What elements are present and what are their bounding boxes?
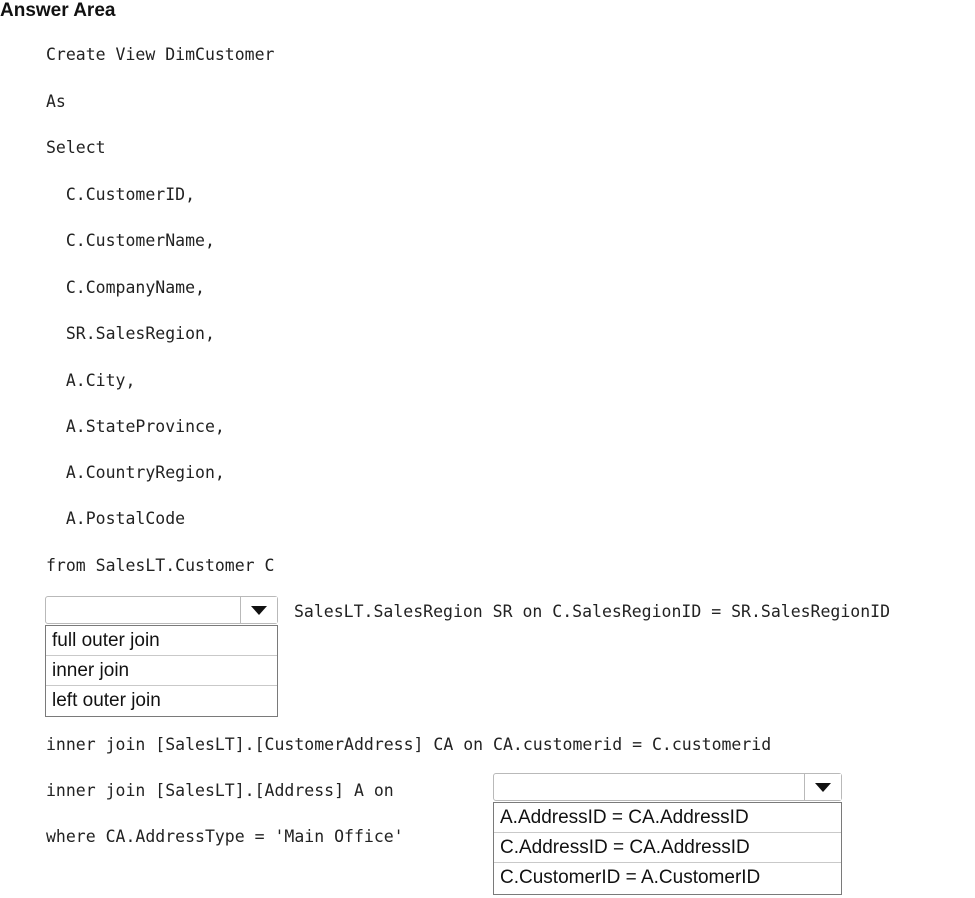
option-inner-join[interactable]: inner join	[46, 656, 277, 686]
join1-tail: SalesLT.SalesRegion SR on C.SalesRegionID = SR.SalesRegionID	[294, 602, 891, 621]
where-line: where CA.AddressType = 'Main Office'	[46, 827, 404, 846]
code-line: As	[46, 92, 66, 111]
code-line: C.CompanyName,	[46, 278, 205, 297]
answer-area-title: Answer Area	[0, 0, 116, 21]
option-c-customerid-eq-a-customerid[interactable]: C.CustomerID = A.CustomerID	[500, 867, 761, 888]
join2-line: inner join [SalesLT].[CustomerAddress] CA on CA.customerid = C.customerid	[46, 735, 772, 754]
code-line: SR.SalesRegion,	[46, 324, 215, 343]
join3-line: inner join [SalesLT].[Address] A on	[46, 781, 394, 800]
code-line: A.CountryRegion,	[46, 463, 225, 482]
code-line: A.PostalCode	[46, 509, 186, 528]
option-left-outer-join[interactable]: left outer join	[52, 690, 161, 711]
join-type-options	[45, 625, 278, 717]
code-line: A.StateProvince,	[46, 417, 225, 436]
join-type-dropdown[interactable]	[45, 596, 278, 624]
option-full-outer-join[interactable]: full outer join	[46, 626, 277, 656]
triangle-down-icon	[251, 606, 267, 615]
dropdown-arrow-button[interactable]	[804, 774, 841, 800]
dropdown-arrow-button[interactable]	[240, 597, 277, 623]
code-line: C.CustomerName,	[46, 231, 215, 250]
triangle-down-icon	[815, 783, 831, 792]
code-line: A.City,	[46, 371, 136, 390]
option-a-addressid-eq-ca-addressid[interactable]: A.AddressID = CA.AddressID	[494, 803, 841, 833]
join-condition-options	[493, 802, 842, 895]
code-line: Select	[46, 138, 106, 157]
code-line: from SalesLT.Customer C	[46, 556, 275, 575]
join-condition-dropdown[interactable]	[493, 773, 842, 801]
code-line: Create View DimCustomer	[46, 45, 275, 64]
code-line: C.CustomerID,	[46, 185, 196, 204]
option-c-addressid-eq-ca-addressid[interactable]: C.AddressID = CA.AddressID	[494, 833, 841, 863]
